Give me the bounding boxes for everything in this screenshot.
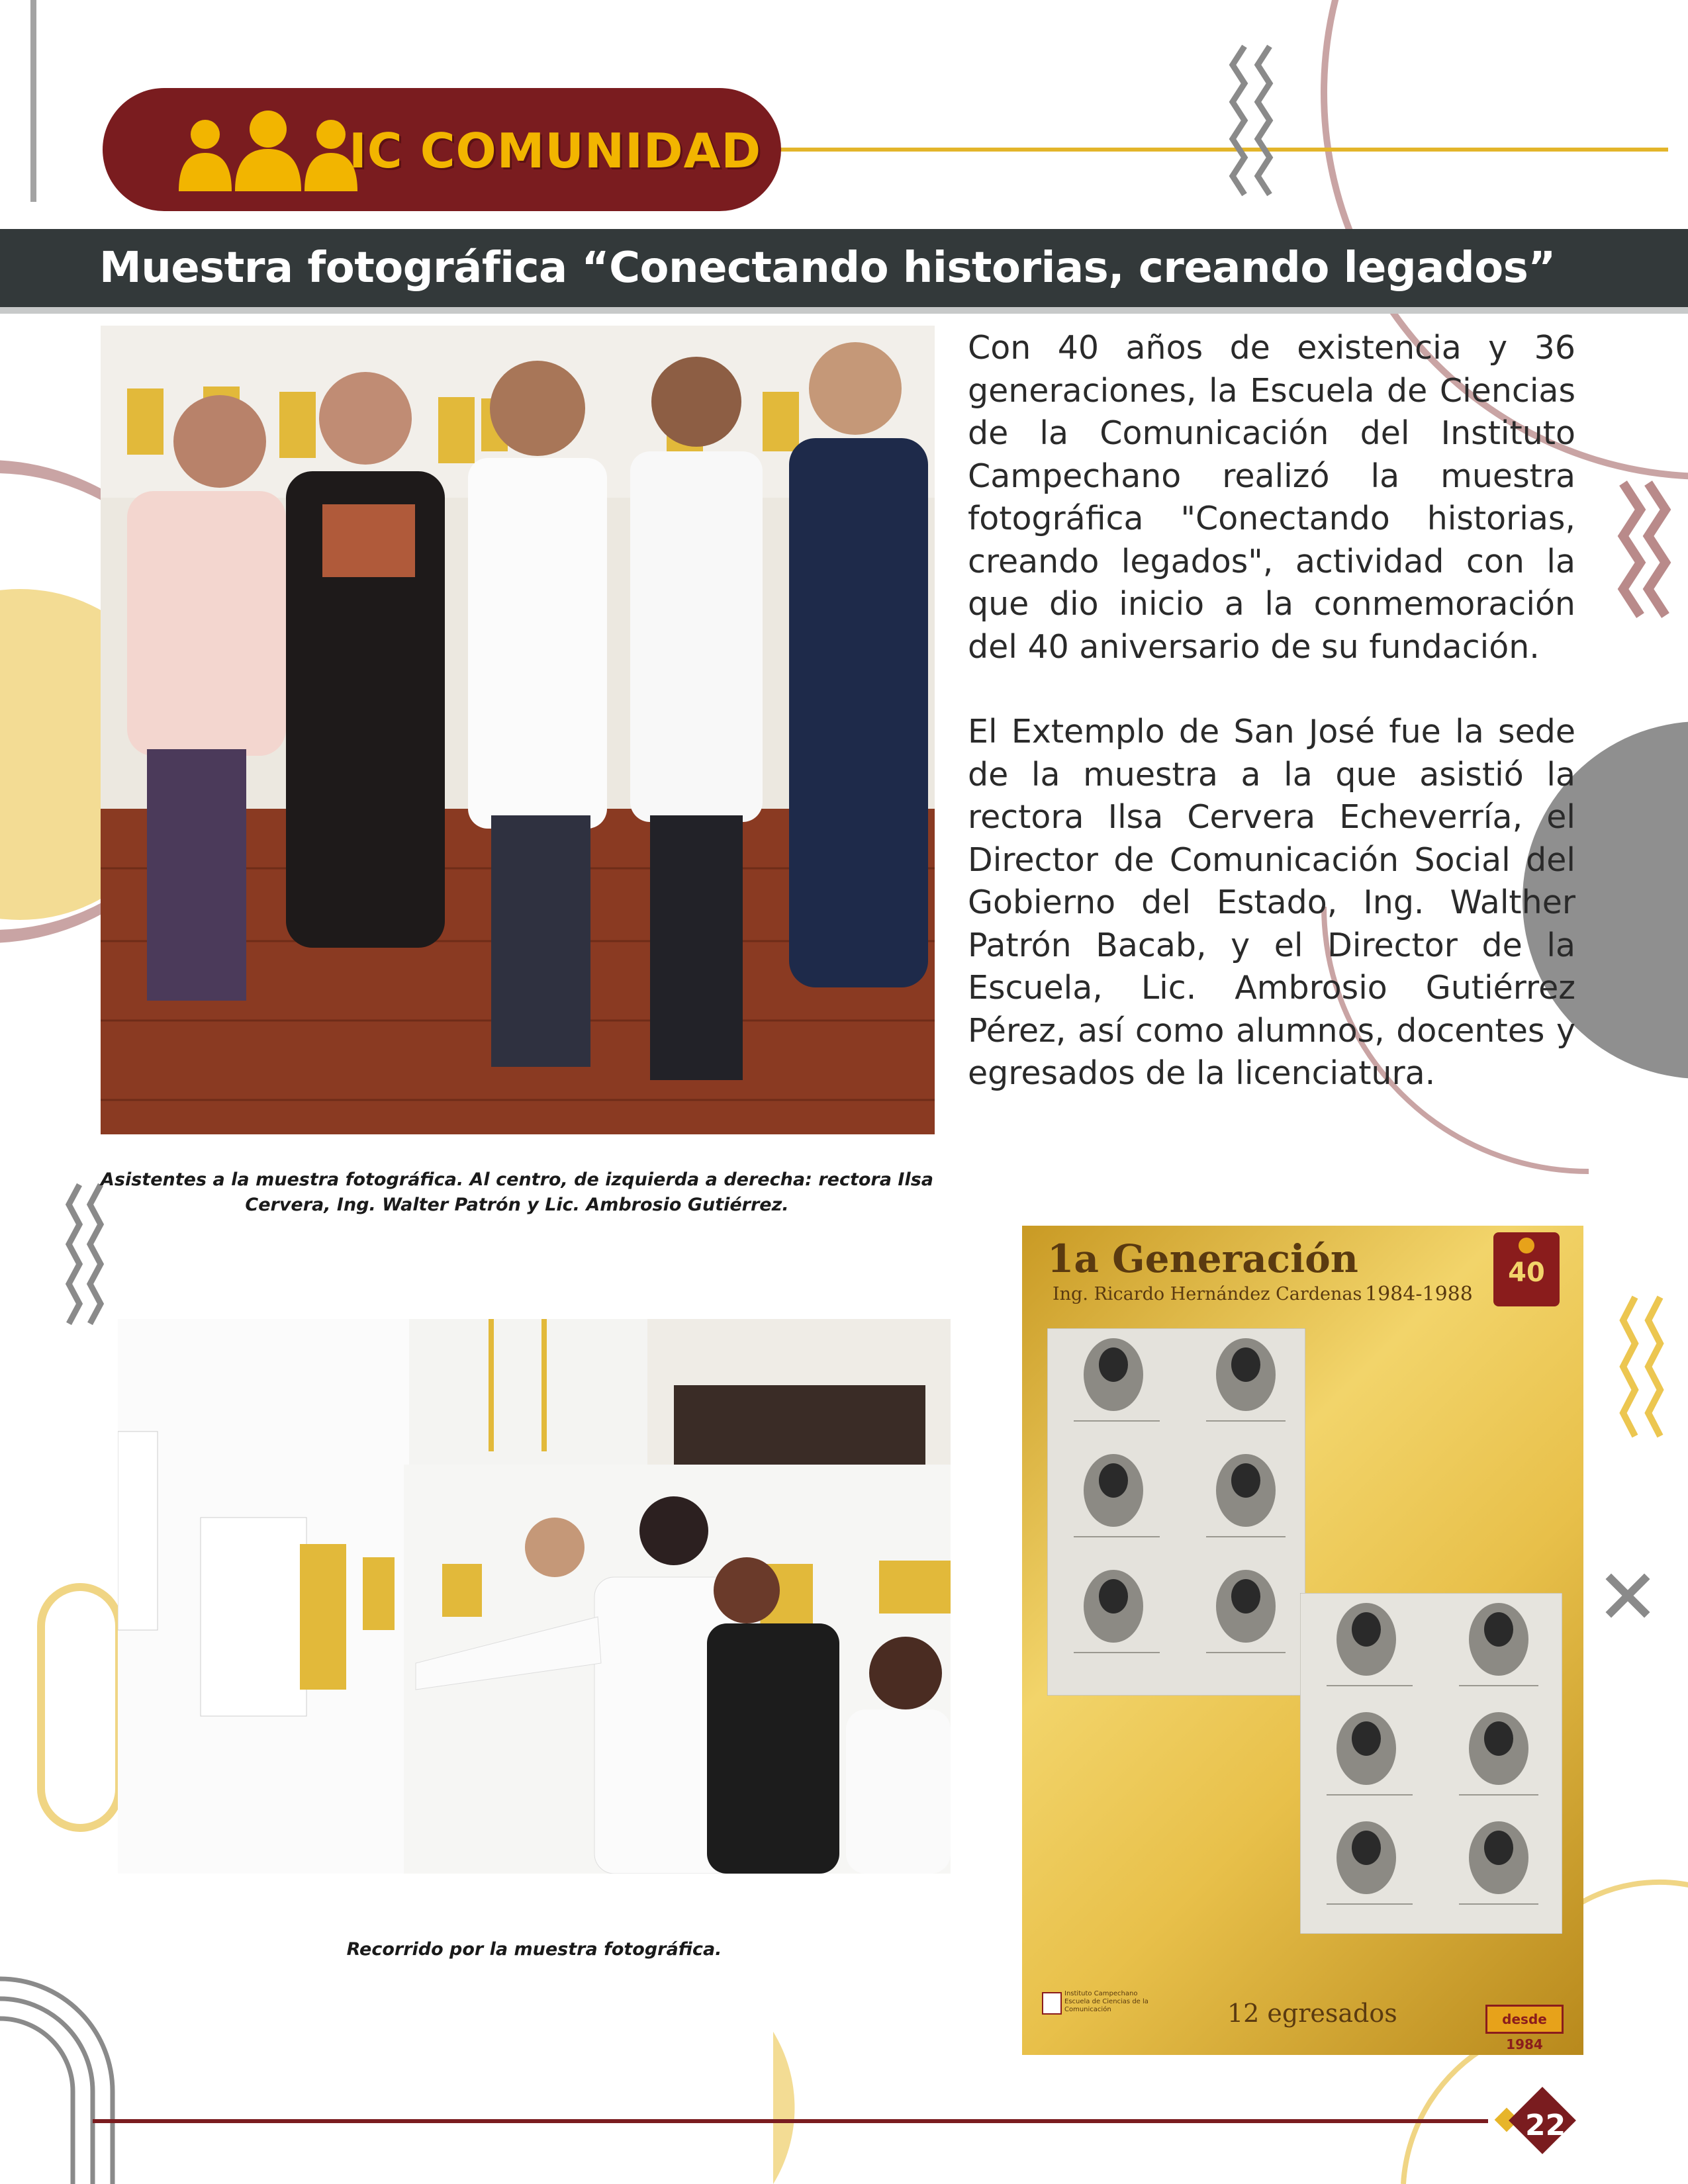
yearbook-page-right — [1300, 1593, 1562, 1934]
left-accent-bar — [30, 0, 36, 202]
article-paragraph-2: El Extemplo de San José fue la sede de la muestra a la que asistió la rectora Ilsa Cervera Echeverría, el Director de Comunicación Social del Gobierno del Estado, Ing. Walther Patrón Bacab, y el Director de la Escuela, Lic. Ambrosio Gutiérrez Pérez, así como alumnos, docentes y egresados de la licenciatura. — [968, 713, 1575, 1092]
poster-footer: 12 egresados — [1227, 1999, 1397, 2028]
x-mark — [1611, 1579, 1644, 1612]
zigzag-left — [69, 1185, 101, 1324]
poster-since-badge: desde 1984 — [1485, 2005, 1564, 2034]
zigzag-gold — [1623, 1297, 1660, 1436]
anniversary-seal — [1493, 1232, 1560, 1306]
people-group-icon — [172, 107, 364, 193]
article-body — [968, 327, 1575, 1095]
poster-logo-text: Instituto Campechano Escuela de Ciencias de la Comunicación — [1064, 1990, 1149, 2013]
page-number: 22 — [1525, 2109, 1566, 2142]
poster-years: 1984-1988 — [1365, 1283, 1473, 1306]
zigzag-top — [1233, 46, 1270, 195]
article-paragraph-1: Con 40 años de existencia y 36 generaciones, la Escuela de Ciencias de la Comunicación del Instituto Campechano realizó la muestra fotográfica "Conectando historias, creando legados", actividad con la que dio inicio a la conmemoración del 40 aniversario de su fundación. — [968, 329, 1575, 666]
article-title-bar — [0, 229, 1688, 314]
article-title: Muestra fotográfica “Conectando historias, creando legados” — [99, 244, 1556, 293]
group-photo — [101, 326, 935, 1134]
group-photo-caption: Asistentes a la muestra fotográfica. Al centro, de izquierda a derecha: rectora Ilsa Cervera, Ing. Walter Patrón y Lic. Ambrosio Gutiérrez. — [101, 1169, 933, 1215]
poster-title: 1a Generación — [1047, 1236, 1358, 1281]
zigzag-right — [1623, 483, 1665, 615]
seal-number: 40 — [1508, 1257, 1545, 1288]
section-header — [103, 88, 781, 211]
poster-logo-icon — [1042, 1992, 1062, 2015]
first-generation-poster — [1022, 1226, 1583, 2055]
poster-subtitle: Ing. Ricardo Hernández Cardenas — [1053, 1284, 1362, 1304]
section-label: IC COMUNIDAD — [349, 123, 762, 179]
exhibition-tour-caption: Recorrido por la muestra fotográfica. — [346, 1939, 722, 1960]
yearbook-page-left — [1047, 1328, 1305, 1696]
exhibition-tour-photo — [118, 1319, 951, 1874]
